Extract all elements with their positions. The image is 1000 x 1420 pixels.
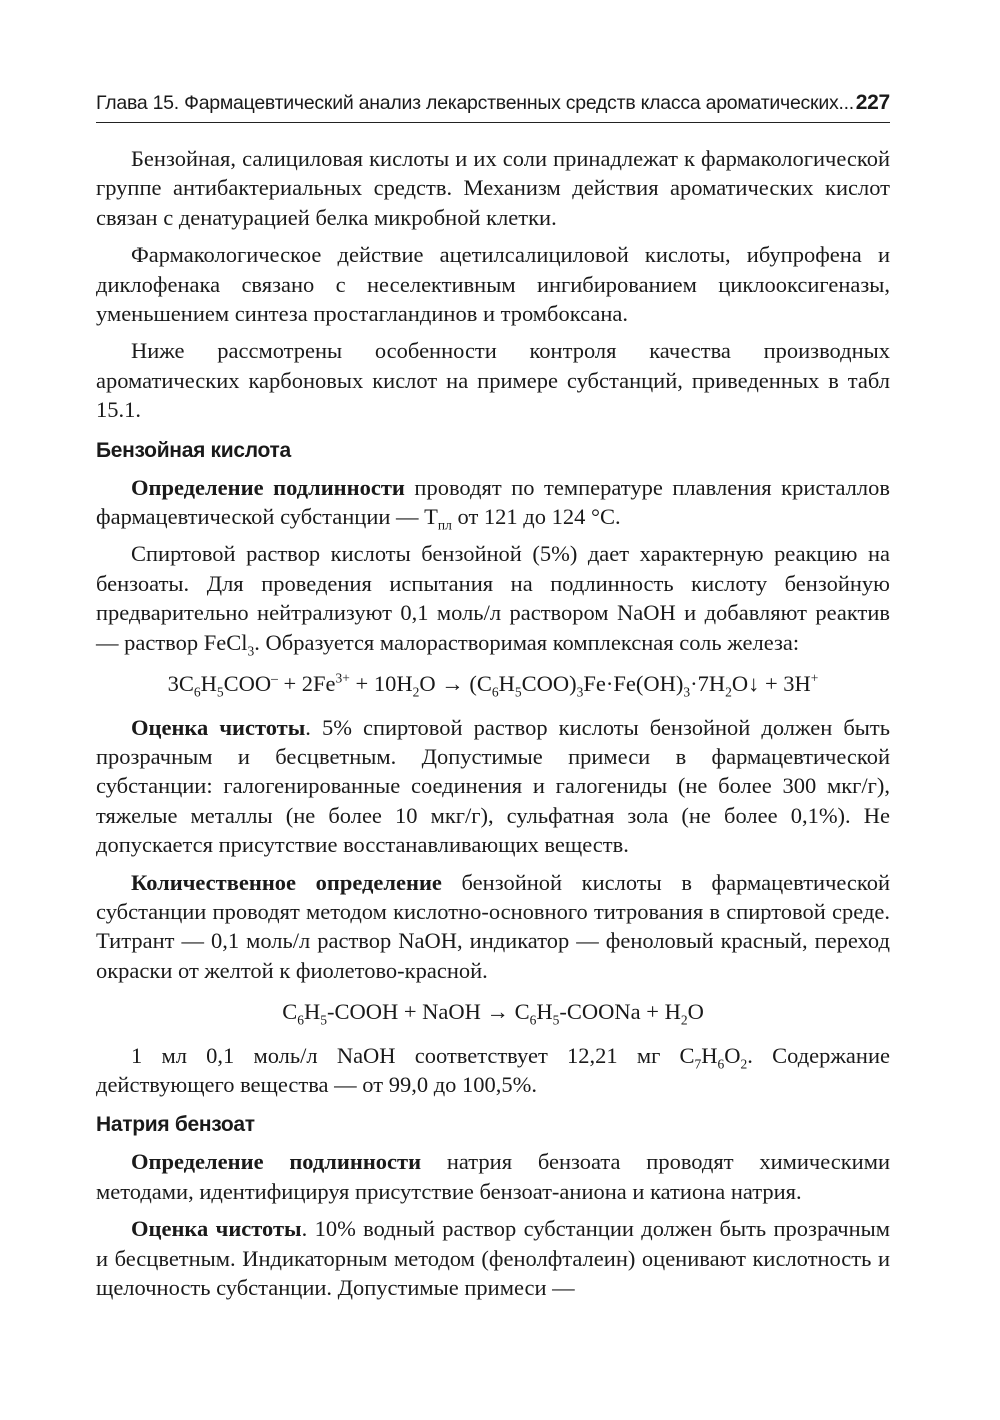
quantitative-label: Количественное определение — [131, 869, 442, 895]
titration-equation: $C_6H_5$-COOH + NaOH → $C_6H_5$-COONa + $H_2O$ — [282, 999, 704, 1028]
benzoic-quantitative-paragraph: Количественное определение бензойной кислоты в фармацевтической субстанции проводят методом кислотно-основного титрования в спиртовой среде. Титрант — 0,1 моль/л раствор NaOH, индикатор — феноловый красный, переход окраски от желтой к фиолетово-красной. — [96, 869, 890, 983]
section-heading-benzoic-acid: Бензойная кислота — [96, 438, 291, 462]
purity-label: Оценка чистоты — [131, 1216, 302, 1242]
chapter-title: Глава 15. Фармацевтический анализ лекарственных средств класса ароматических... — [96, 92, 854, 114]
page-body — [96, 144, 890, 1310]
page-number: 227 — [855, 91, 890, 114]
authenticity-label: Определение подлинности — [131, 474, 405, 500]
sodium-purity-paragraph: Оценка чистоты. 10% водный раствор субстанции должен быть прозрачным и бесцветным. Индикаторным методом (фенолфталеин) оценивают кислотность и щелочность субстанции. Допустимые примеси — — [96, 1216, 890, 1300]
section-heading-sodium-benzoate: Натрия бензоат — [96, 1113, 255, 1137]
benzoic-authenticity-paragraph: Определение подлинности проводят по температуре плавления кристаллов фармацевтической субстанции — $Т_{пл}$ от 121 до 124 °С. — [96, 474, 890, 533]
intro-paragraph-1: Бензойная, салициловая кислоты и их соли принадлежат к фармакологической группе антибактериальных средств. Механизм действия ароматических кислот связан с денатурацией белка микробной клетки. — [96, 146, 890, 230]
purity-label: Оценка чистоты — [131, 714, 306, 740]
sodium-authenticity-paragraph: Определение подлинности натрия бензоата проводят химическими методами, идентифицируя присутствие бензоат-аниона и катиона натрия. — [96, 1149, 890, 1204]
intro-paragraph-3: Ниже рассмотрены особенности контроля качества производных ароматических карбоновых кислот на примере субстанций, приведенных в табл 15.1. — [96, 338, 890, 423]
benzoic-purity-paragraph: Оценка чистоты. 5% спиртовой раствор кислоты бензойной должен быть прозрачным и бесцветным. Допустимые примеси в фармацевтической субстанции: галогенированные соединения и галогениды (не более 300 мкг/г), тяжелые металлы (не более 10 мкг/г), сульфатная зола (не более 0,1%). Не допускается присутствие восстанавливающих веществ. — [96, 714, 890, 858]
iron-complex-equation: $3C_6H_5COO^- + 2Fe^{3+} + 10H_2O$ → $(C_6H_5COO)_3Fe\cdot Fe(OH)_3\cdot 7H_2O↓ + 3H^+$ — [167, 670, 819, 700]
intro-paragraph-2: Фармакологическое действие ацетилсалициловой кислоты, ибупрофена и диклофенака связано с неселективным ингибированием циклооксигеназы, уменьшением синтеза простагландинов и тромбоксана. — [96, 242, 890, 327]
benzoic-equivalence-paragraph: 1 мл 0,1 моль/л NaOH соответствует 12,21 мг $C_7H_6O_2$. Содержание действующего вещества — от 99,0 до 100,5%. — [96, 1042, 890, 1097]
benzoic-reaction-paragraph: Спиртовой раствор кислоты бензойной (5%) дает характерную реакцию на бензоаты. Для проведения испытания на подлинность кислоту бензойную предварительно нейтрализуют 0,1 моль/л раствором NaOH и добавляют реактив — раствор FeCl$_3$. Образуется малорастворимая комплексная соль железа: — [96, 541, 890, 659]
running-header — [96, 88, 890, 123]
authenticity-label: Определение подлинности — [131, 1149, 422, 1175]
